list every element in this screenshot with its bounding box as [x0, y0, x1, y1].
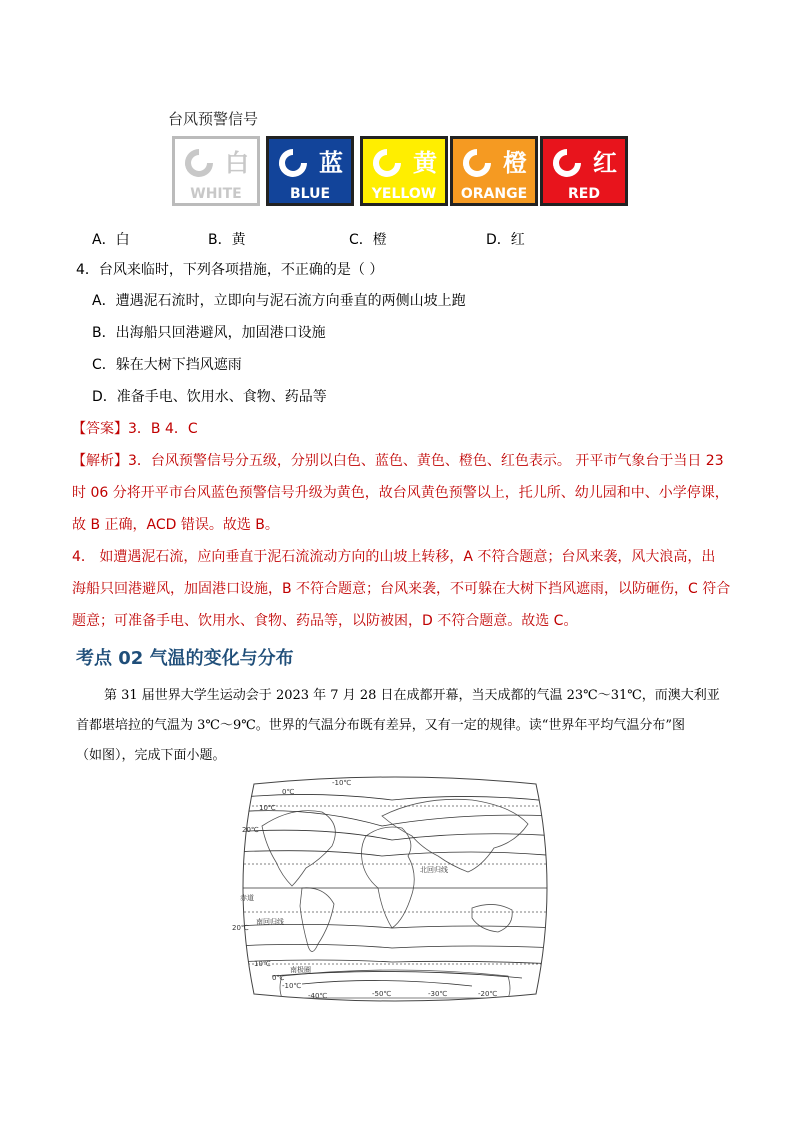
analysis-line-4: 4． 如遭遇泥石流，应向垂直于泥石流流动方向的山坡上转移，A 不符合题意；台风来袭，风大浪高，出 — [72, 549, 716, 565]
q4-stem: 4．台风来临时，下列各项措施，不正确的是（ ） — [76, 262, 384, 278]
signal-glyph: 白 — [221, 145, 253, 181]
signal-label: ORANGE — [453, 185, 535, 203]
signal-label: WHITE — [175, 185, 257, 203]
analysis-line-2: 时 06 分将开平市台风蓝色预警信号升级为黄色，故台风黄色预警以上，托儿所、幼儿园和中、小学停课， — [72, 485, 729, 501]
intro-line-3: （如图），完成下面小题。 — [76, 748, 226, 763]
typhoon-icon — [181, 145, 217, 181]
warning-signal-blue — [266, 136, 354, 206]
analysis-line-3: 故 B 正确，ACD 错误。故选 B。 — [72, 517, 279, 533]
label-s20: 20℃ — [232, 924, 249, 932]
label-s-n20: -20℃ — [478, 990, 498, 998]
warning-signal-white — [172, 136, 260, 206]
analysis-tag: 【解析】 — [72, 453, 128, 469]
label-tropic-cancer: 北回归线 — [420, 866, 448, 874]
section-heading: 考点 02 气温的变化与分布 — [76, 648, 294, 669]
label-n0: 0℃ — [282, 788, 295, 796]
label-s10: 10℃ — [254, 960, 271, 968]
warning-signal-red — [540, 136, 628, 206]
figure-title: 台风预警信号 — [168, 110, 259, 128]
signal-glyph: 橙 — [499, 145, 531, 181]
intro-line-2: 首都堪培拉的气温为 3℃～9℃。世界的气温分布既有差异，又有一定的规律。读“世界年平均气温分布”图 — [76, 718, 686, 733]
signal-label: BLUE — [269, 185, 351, 203]
answer-text: 3．B 4．C — [128, 421, 198, 437]
label-s-n40: -40℃ — [308, 992, 328, 1000]
answer-line — [72, 419, 198, 439]
warning-signal-yellow — [360, 136, 448, 206]
q4-option-c: C．躲在大树下挡风遮雨 — [92, 357, 242, 373]
label-equator: 赤道 — [240, 894, 254, 902]
q3-option-c: C．橙 — [349, 232, 387, 248]
q4-option-a: A．遭遇泥石流时，立即向与泥石流方向垂直的两侧山坡上跑 — [92, 293, 466, 309]
label-n10b: 10℃ — [259, 804, 276, 812]
label-n10: -10℃ — [332, 779, 352, 787]
intro-line-1: 第 31 届世界大学生运动会于 2023 年 7 月 28 日在成都开幕，当天成都的气温 23℃～31℃，而澳大利亚 — [104, 688, 720, 703]
label-antarctic: 南极圈 — [290, 966, 311, 974]
q3-option-a: A．白 — [92, 232, 130, 248]
label-s-n30: -30℃ — [428, 990, 448, 998]
typhoon-icon — [459, 145, 495, 181]
q3-option-d: D．红 — [486, 232, 525, 248]
signal-glyph: 黄 — [409, 145, 441, 181]
q3-option-b: B．黄 — [208, 232, 246, 248]
q4-option-d: D．准备手电、饮用水、食物、药品等 — [92, 389, 327, 405]
typhoon-icon — [275, 145, 311, 181]
world-temperature-map — [232, 776, 558, 1004]
analysis-line-1 — [72, 451, 724, 471]
warning-signal-orange — [450, 136, 538, 206]
label-s-n50: -50℃ — [372, 990, 392, 998]
analysis-line-6: 题意；可准备手电、饮用水、食物、药品等，以防被困，D 不符合题意。故选 C。 — [72, 613, 578, 629]
signal-glyph: 蓝 — [315, 145, 347, 181]
analysis-text-1: 3．台风预警信号分五级，分别以白色、蓝色、黄色、橙色、红色表示。 开平市气象台于当日 23 — [128, 453, 724, 469]
signal-label: YELLOW — [363, 185, 445, 203]
typhoon-icon — [549, 145, 585, 181]
typhoon-icon — [369, 145, 405, 181]
q4-option-b: B．出海船只回港避风，加固港口设施 — [92, 325, 326, 341]
label-s0: 0℃ — [272, 974, 285, 982]
label-s-n10: -10℃ — [282, 982, 302, 990]
analysis-line-5: 海船只回港避风，加固港口设施，B 不符合题意；台风来袭，不可躲在大树下挡风遮雨，以防砸伤，C 符合 — [72, 581, 731, 597]
label-tropic-capricorn: 南回归线 — [256, 918, 284, 926]
answer-tag: 【答案】 — [72, 421, 128, 437]
signal-glyph: 红 — [589, 145, 621, 181]
signal-label: RED — [543, 185, 625, 203]
label-n20: 20℃ — [242, 826, 259, 834]
